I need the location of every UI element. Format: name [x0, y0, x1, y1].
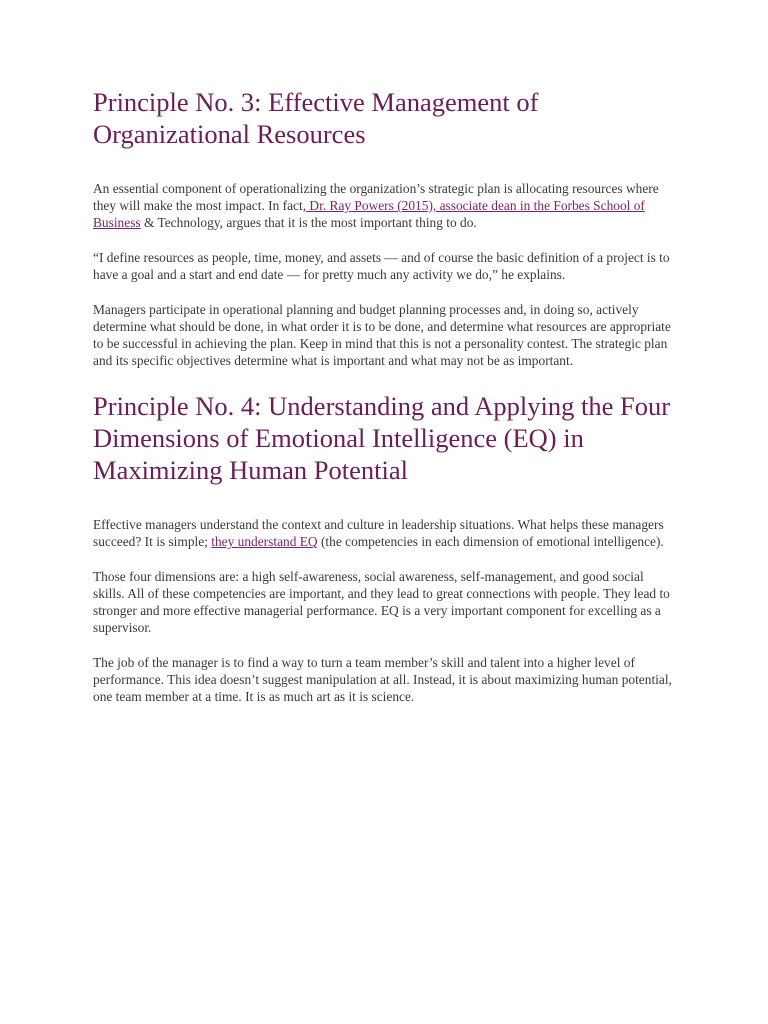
section-heading-principle-3: Principle No. 3: Effective Management of Organizational Resources	[93, 87, 539, 149]
section-heading-principle-4: Principle No. 4: Understanding and Applying the Four Dimensions of Emotional Intelligence (EQ) in Maximizing Human Potential	[93, 391, 671, 485]
paragraph-text: (the competencies in each dimension of emotional intelligence).	[317, 534, 664, 549]
paragraph-text: Effective managers understand the context and culture in leadership situations. What helps these managers succeed? It is simple;	[93, 517, 664, 549]
paragraph-powers-quote: “I define resources as people, time, money, and assets — and of course the basic definition of a project is to have a goal and a start and end date — for pretty much any activity we do,” he explains.	[93, 250, 670, 282]
paragraph-text: & Technology, argues that it is the most important thing to do.	[140, 215, 477, 230]
paragraph-manager-job: The job of the manager is to find a way to turn a team member’s skill and talent into a higher level of performance. This idea doesn’t suggest manipulation at all. Instead, it is about maximizing human potential, one team member at a time. It is as much art as it is science.	[93, 655, 672, 704]
paragraph-resources-intro	[93, 180, 673, 231]
document-page	[93, 86, 673, 705]
understand-eq-link[interactable]: they understand EQ	[211, 534, 318, 549]
ray-powers-link[interactable]: Dr. Ray Powers (2015), associate dean in the Forbes School of Business	[93, 198, 645, 230]
paragraph-four-dimensions: Those four dimensions are: a high self-awareness, social awareness, self-management, and good social skills. All of these competencies are important, and they lead to great connections with people. They lead to stronger and more effective managerial performance. EQ is a very important component for excelling as a supervisor.	[93, 569, 670, 635]
paragraph-text: An essential component of operationalizing the organization’s strategic plan is allocating resources where they will make the most impact. In fact,	[93, 181, 659, 213]
paragraph-planning: Managers participate in operational planning and budget planning processes and, in doing so, actively determine what should be done, in what order it is to be done, and determine what resources are appropriate to be successful in achieving the plan. Keep in mind that this is not a personality contest. The strategic plan and its specific objectives determine what is important and what may not be as important.	[93, 302, 671, 368]
paragraph-eq-intro	[93, 516, 673, 550]
